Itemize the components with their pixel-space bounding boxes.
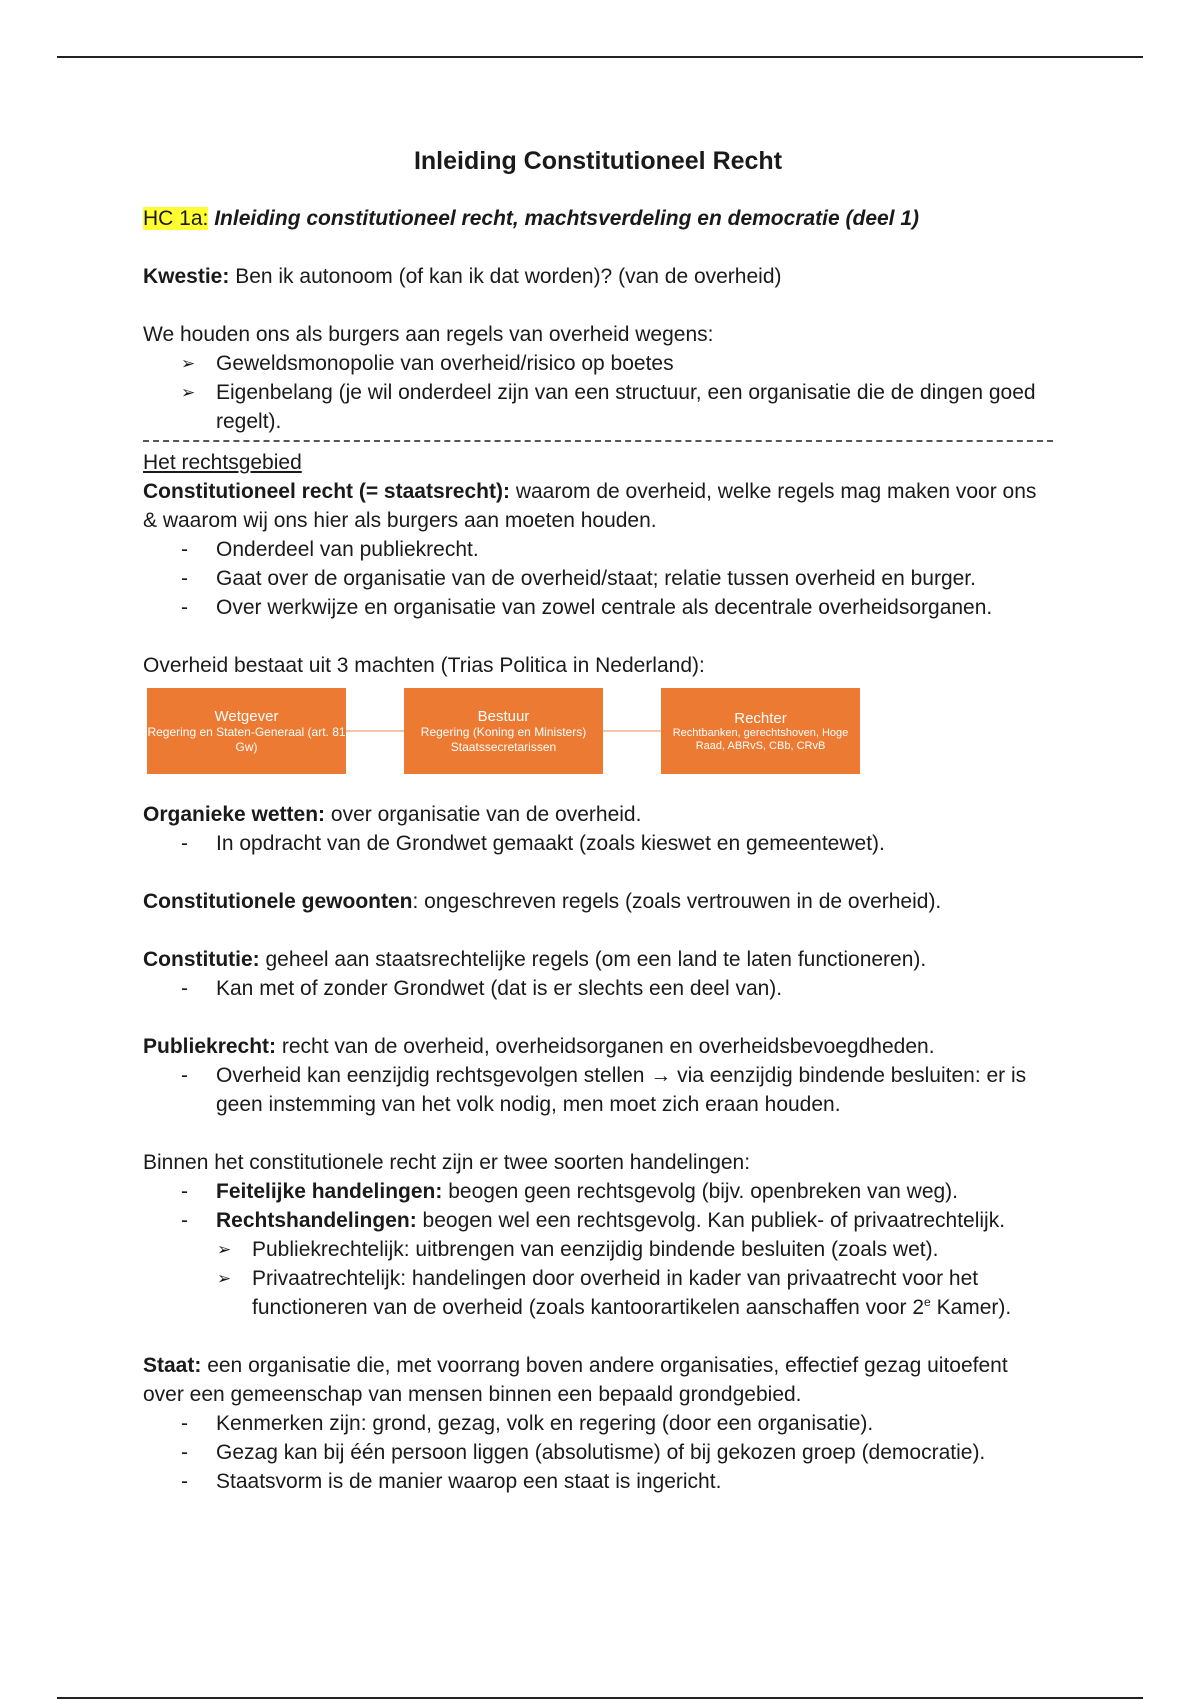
kwestie-term: Kwestie:	[143, 265, 230, 288]
definition-constitutioneel: Constitutioneel recht (= staatsrecht): waarom de overheid, welke regels mag maken voor ons & waarom wij ons hier als burgers aan moeten houden.	[143, 480, 1037, 532]
list-item: - Overheid kan eenzijdig rechtsgevolgen stellen → via eenzijdig bindende besluiten: er is geen instemming van het volk nodig, men moet zich eraan houden.	[181, 1064, 1027, 1116]
header-rule	[57, 56, 1143, 58]
staat-list	[143, 1409, 1053, 1496]
list-item: ➢ Eigenbelang (je wil onderdeel zijn van een structuur, een organisatie die de dingen goed regelt).	[143, 378, 1053, 436]
arrow-bullet-icon: ➢	[181, 383, 196, 402]
constitutie-list	[143, 974, 1053, 1003]
footer-rule	[57, 1697, 1143, 1699]
kwestie	[143, 262, 1053, 291]
definition-publiekrecht: Publiekrecht: recht van de overheid, overheidsorganen en overheidsbevoegdheden.	[143, 1035, 935, 1058]
handelingen-sublist	[143, 1235, 1053, 1322]
list-item: - Over werkwijze en organisatie van zowel centrale als decentrale overheidsorganen.	[181, 596, 993, 619]
hc-title: Inleiding constitutioneel recht, machtsverdeling en democratie (deel 1)	[214, 207, 920, 230]
rechter-box: Rechter Rechtbanken, gerechtshoven, Hoge Raad, ABRvS, CBb, CRvB	[661, 688, 860, 774]
list-item: - Gezag kan bij één persoon liggen (absolutisme) of bij gekozen groep (democratie).	[181, 1441, 986, 1464]
handelingen-list	[143, 1177, 1053, 1235]
definition-constitutie: Constitutie: geheel aan staatsrechtelijke regels (om een land te laten functioneren).	[143, 948, 927, 971]
trias-intro: Overheid bestaat uit 3 machten (Trias Politica in Nederland):	[143, 654, 705, 677]
arrow-bullet-icon: ➢	[181, 354, 196, 373]
definition-gewoonten: Constitutionele gewoonten: ongeschreven regels (zoals vertrouwen in de overheid).	[143, 890, 942, 913]
publiekrecht-list	[143, 1061, 1053, 1119]
list-item: - Gaat over de organisatie van de overheid/staat; relatie tussen overheid en burger.	[181, 567, 976, 590]
wetgever-box: Wetgever Regering en Staten-Generaal (art. 81 Gw)	[147, 688, 346, 774]
arrow-bullet-icon: ➢	[217, 1269, 232, 1288]
document-page	[143, 138, 1053, 1496]
rechtsgebied-list	[143, 535, 1053, 622]
dashed-divider	[143, 440, 1053, 442]
list-item: ➢ Geweldsmonopolie van overheid/risico op boetes	[143, 349, 1053, 378]
handelingen-intro: Binnen het constitutionele recht zijn er twee soorten handelingen:	[143, 1151, 751, 1174]
burgers-intro: We houden ons als burgers aan regels van overheid wegens:	[143, 323, 714, 346]
definition-staat: Staat: een organisatie die, met voorrang boven andere organisaties, effectief gezag uitoefent over een gemeenschap van mensen binnen een bepaald grondgebied.	[143, 1354, 1008, 1406]
list-item: - Kan met of zonder Grondwet (dat is er slechts een deel van).	[181, 977, 783, 1000]
hc-label: HC 1a:	[143, 207, 209, 230]
list-item: ➢ Privaatrechtelijk: handelingen door overheid in kader van privaatrecht voor het functioneren van de overheid (zoals kantoorartikelen aanschaffen voor 2e Kamer).	[143, 1264, 1053, 1322]
bestuur-box: Bestuur Regering (Koning en Ministers) Staatssecretarissen	[404, 688, 603, 774]
list-item: - In opdracht van de Grondwet gemaakt (zoals kieswet en gemeentewet).	[181, 832, 885, 855]
list-item: - Rechtshandelingen: beogen wel een rechtsgevolg. Kan publiek- of privaatrechtelijk.	[181, 1209, 1006, 1232]
section-heading: Het rechtsgebied	[143, 451, 302, 474]
list-item: - Feitelijke handelingen: beogen geen rechtsgevolg (bijv. openbreken van weg).	[181, 1180, 959, 1203]
list-item: - Onderdeel van publiekrecht.	[181, 538, 479, 561]
trias-politica-diagram	[147, 688, 867, 780]
organiek-list	[143, 829, 1053, 858]
diagram-connector	[346, 730, 404, 732]
burgers-list	[143, 349, 1053, 436]
definition-organiek: Organieke wetten: over organisatie van de overheid.	[143, 803, 642, 826]
list-item: - Kenmerken zijn: grond, gezag, volk en regering (door een organisatie).	[181, 1412, 874, 1435]
list-item: - Staatsvorm is de manier waarop een staat is ingericht.	[181, 1470, 722, 1493]
arrow-bullet-icon: ➢	[217, 1240, 232, 1259]
document-title: Inleiding Constitutioneel Recht	[413, 147, 783, 175]
list-item: ➢ Publiekrechtelijk: uitbrengen van eenzijdig bindende besluiten (zoals wet).	[143, 1235, 1053, 1264]
hc-heading	[143, 204, 1053, 233]
kwestie-text: Ben ik autonoom (of kan ik dat worden)? (van de overheid)	[229, 265, 782, 288]
diagram-connector	[603, 730, 661, 732]
